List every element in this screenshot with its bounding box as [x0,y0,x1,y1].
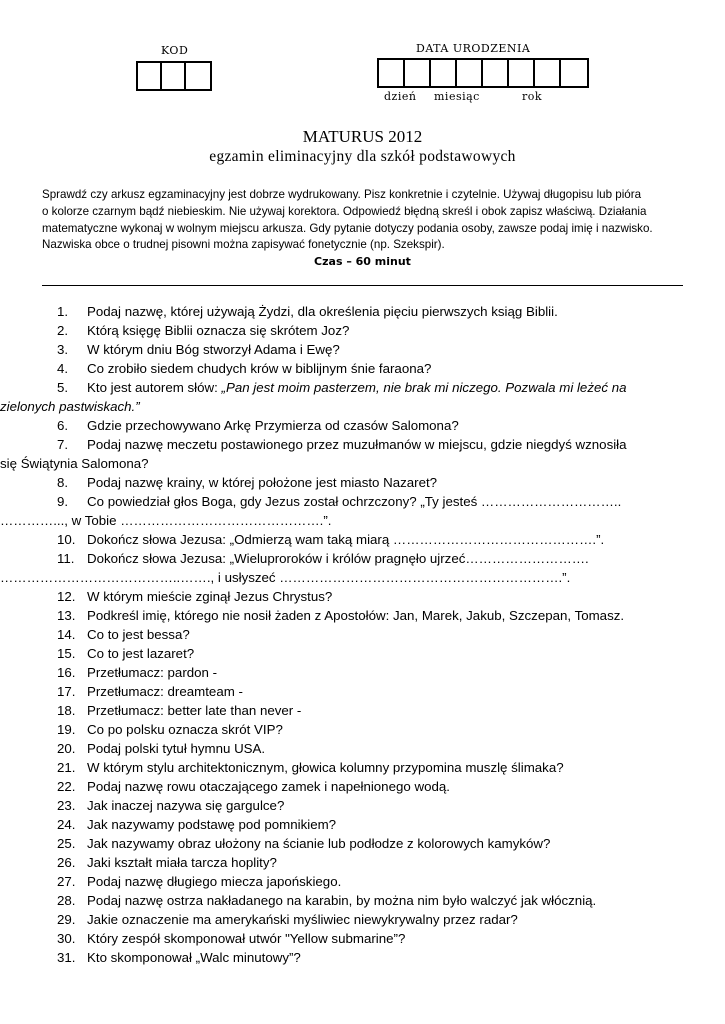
question-item [0,435,682,473]
question-number: 25. [57,836,76,851]
question-item [57,530,682,549]
question-number: 31. [57,950,76,965]
question-number: 30. [57,931,76,946]
question-text: Jak nazywamy obraz ułożony na ścianie lub podłodze z kolorowych kamyków? [87,836,551,851]
question-number: 26. [57,855,76,870]
question-item [57,644,682,663]
question-text: Podaj nazwę długiego miecza japońskiego. [87,874,342,889]
question-number: 9. [57,494,69,509]
instruction-line: matematyczne wykonaj w wolnym miejscu arkusza. Gdy pytanie dotyczy podania osoby, zawsze podaj imię i nazwisko. [42,221,653,235]
question-number: 19. [57,722,76,737]
question-text: Kto jest autorem słów: [87,380,222,395]
question-text: Przetłumacz: dreamteam - [87,684,243,699]
question-item [57,321,682,340]
question-text: Co po polsku oznacza skrót VIP? [87,722,283,737]
question-text: Co powiedział głos Boga, gdy Jezus został ochrzczony? „Ty jesteś ………………………….. [87,494,622,509]
instruction-line: Nazwiska obce o trudnej pisowni można zapisywać fonetycznie (np. Szekspir). [42,238,445,252]
year-label: rok [522,90,543,103]
instruction-line: Sprawdź czy arkusz egzaminacyjny jest dobrze wydrukowany. Pisz konkretnie i czytelnie. Używaj długopisu lub pióra [42,188,642,201]
question-item [57,682,682,701]
question-number: 24. [57,817,76,832]
question-number: 7. [57,437,69,452]
question-number: 12. [57,589,76,604]
question-item [57,834,682,853]
question-text: Podaj polski tytuł hymnu USA. [87,741,266,756]
question-number: 13. [57,608,76,623]
birthdate-cell[interactable] [379,60,405,86]
question-text: W którym dniu Bóg stworzył Adama i Ewę? [87,342,340,357]
question-item [57,777,682,796]
question-number: 22. [57,779,76,794]
question-item [57,340,682,359]
question-text: Co zrobiło siedem chudych krów w biblijnym śnie faraona? [87,361,432,376]
question-number: 4. [57,361,69,376]
instructions [42,187,684,254]
question-number: 2. [57,323,69,338]
page-subtitle: egzamin eliminacyjny dla szkół podstawowych [209,148,516,165]
question-text: Którą księgę Biblii oznacza się skrótem Joz? [87,323,350,338]
birthdate-cell[interactable] [509,60,535,86]
question-item [57,891,682,910]
question-number: 17. [57,684,76,699]
question-item [57,948,682,967]
question-text: Co to jest lazaret? [87,646,195,661]
page-title: MATURUS 2012 [302,127,423,146]
question-item [57,796,682,815]
question-text-continued: się Świątynia Salomona? [0,456,149,471]
question-number: 20. [57,741,76,756]
birthdate-cell[interactable] [431,60,457,86]
question-item [0,549,682,587]
question-text: Podaj nazwę rowu otaczającego zamek i napełnionego wodą. [87,779,450,794]
question-item [57,606,682,625]
kod-boxes[interactable] [136,61,212,91]
question-number: 23. [57,798,76,813]
question-item [57,929,682,948]
birthdate-cell[interactable] [535,60,561,86]
month-label: miesiąc [434,90,480,103]
question-text: Dokończ słowa Jezusa: „Odmierzą wam taką miarą ……………………………………….”. [87,532,605,547]
question-number: 16. [57,665,76,680]
question-item [57,739,682,758]
question-item [57,359,682,378]
kod-cell[interactable] [186,63,210,89]
question-number: 8. [57,475,69,490]
question-number: 27. [57,874,76,889]
question-item [57,910,682,929]
question-item [57,473,682,492]
birthdate-cell[interactable] [483,60,509,86]
question-item [57,663,682,682]
question-item [57,416,682,435]
instruction-line: o kolorze czarnym bądź niebieskim. Nie używaj korektora. Odpowiedź błędną skreśl i obok zapisz właściwą. Działania [42,204,647,218]
question-item [57,625,682,644]
question-text: Jak nazywamy podstawę pod pomnikiem? [87,817,337,832]
question-item [57,758,682,777]
day-label: dzień [384,90,417,103]
question-number: 21. [57,760,76,775]
question-text: W którym mieście zginął Jezus Chrystus? [87,589,333,604]
divider [42,285,683,286]
question-number: 10. [57,532,76,547]
question-text: W którym stylu architektonicznym, głowica kolumny przypomina muszlę ślimaka? [87,760,564,775]
question-text: Gdzie przechowywano Arkę Przymierza od czasów Salomona? [87,418,459,433]
question-text: Jaki kształt miała tarcza hoplity? [87,855,277,870]
question-item [57,720,682,739]
time-limit: Czas – 60 minut [314,255,411,268]
birthdate-cell[interactable] [405,60,431,86]
question-item [57,872,682,891]
kod-cell[interactable] [138,63,162,89]
question-text: Który zespół skomponował utwór "Yellow submarine”? [87,931,406,946]
question-number: 28. [57,893,76,908]
question-text: Podaj nazwę, której używają Żydzi, dla określenia pięciu pierwszych ksiąg Biblii. [87,304,558,319]
question-number: 3. [57,342,69,357]
question-text: Podaj nazwę meczetu postawionego przez muzułmanów w miejscu, gdzie niegdyś wznosiła [87,437,627,452]
kod-label: KOD [161,44,189,57]
question-item [57,587,682,606]
birthdate-label: DATA URODZENIA [416,42,531,55]
birthdate-boxes[interactable] [377,58,589,88]
question-item [57,302,682,321]
question-text: Przetłumacz: better late than never - [87,703,302,718]
question-text: Kto skomponował „Walc minutowy”? [87,950,301,965]
question-number: 6. [57,418,69,433]
birthdate-cell[interactable] [561,60,587,86]
question-number: 29. [57,912,76,927]
question-list [0,302,682,967]
question-text: Jak inaczej nazywa się gargulce? [87,798,285,813]
question-number: 14. [57,627,76,642]
question-item [0,492,682,530]
question-item [0,378,682,416]
question-item [57,815,682,834]
question-number: 1. [57,304,69,319]
question-number: 15. [57,646,76,661]
question-text-continued: …………………………………..……., i usłyszeć ……………………………………………………….”. [0,570,571,585]
kod-cell[interactable] [162,63,186,89]
question-number: 5. [57,380,69,395]
question-text: Podkreśl imię, którego nie nosił żaden z Apostołów: Jan, Marek, Jakub, Szczepan, Tomasz. [87,608,625,623]
question-text: Jakie oznaczenie ma amerykański myśliwiec niewykrywalny przez radar? [87,912,518,927]
question-text: Podaj nazwę krainy, w której położone jest miasto Nazaret? [87,475,438,490]
birthdate-cell[interactable] [457,60,483,86]
question-text: Dokończ słowa Jezusa: „Wieluproroków i królów pragnęło ujrzeć………………………. [87,551,589,566]
question-number: 18. [57,703,76,718]
question-text: Podaj nazwę ostrza nakładanego na karabin, by można nim było walczyć jak włócznią. [87,893,597,908]
question-item [57,853,682,872]
question-text-continued: …………..., w Tobie ……………………………………….”. [0,513,332,528]
question-quote: „Pan jest moim pasterzem, nie brak mi niczego. Pozwala mi leżeć na [221,380,627,395]
question-quote-continued: zielonych pastwiskach.” [0,399,140,414]
question-text: Co to jest bessa? [87,627,190,642]
question-item [57,701,682,720]
question-number: 11. [57,551,75,566]
question-text: Przetłumacz: pardon - [87,665,218,680]
